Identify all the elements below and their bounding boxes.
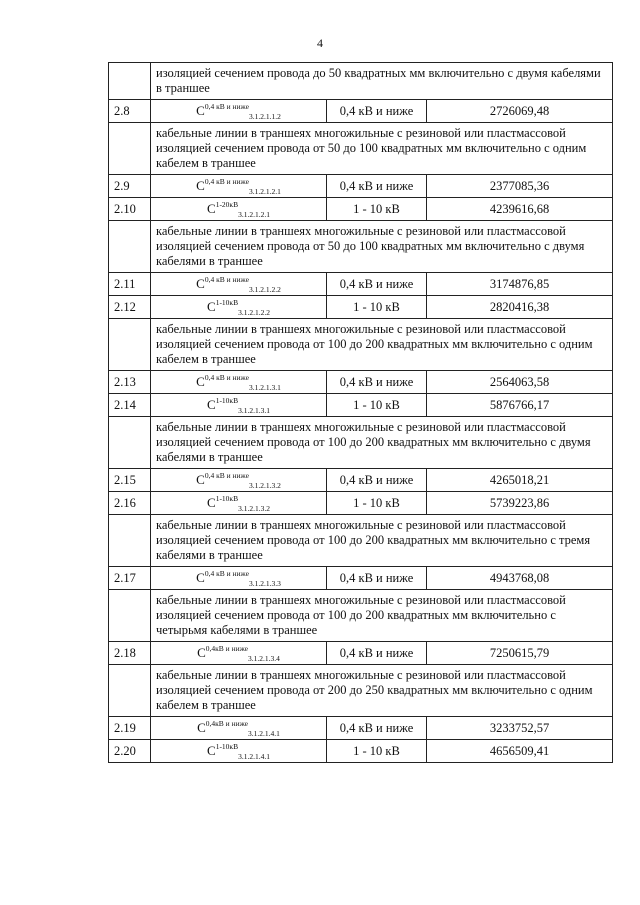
rate-symbol: C <box>196 569 205 585</box>
voltage-level: 1 - 10 кВ <box>327 296 427 319</box>
page-number: 4 <box>317 36 323 50</box>
rate-subscript: 3.1.2.1.4.1 <box>238 751 270 761</box>
rate-code <box>151 717 327 740</box>
voltage-level: 0,4 кВ и ниже <box>327 717 427 740</box>
tariff-row <box>109 567 613 590</box>
rate-superscript: 0,4 кВ и ниже <box>204 101 249 111</box>
rate-code <box>151 567 327 590</box>
row-number: 2.15 <box>109 469 151 492</box>
rate-value: 5739223,86 <box>427 492 613 515</box>
description-text: кабельные линии в траншеях многожильные с резиновой или пластмассовой изоляцией сечением провода от 100 до 200 квадратных мм включительно с одним кабелем в траншее <box>151 319 613 371</box>
rate-symbol: C <box>196 102 205 118</box>
rate-superscript: 0,4 кВ и ниже <box>204 568 249 578</box>
description-row <box>109 319 613 371</box>
rate-superscript: 0,4 кВ и ниже <box>204 470 249 480</box>
row-number: 2.14 <box>109 394 151 417</box>
rate-value: 5876766,17 <box>427 394 613 417</box>
rate-subscript: 3.1.2.1.3.1 <box>248 382 281 392</box>
tariff-row <box>109 394 613 417</box>
rate-symbol: C <box>207 298 216 314</box>
description-text: кабельные линии в траншеях многожильные с резиновой или пластмассовой изоляцией сечением провода от 100 до 200 квадратных мм включительно с тремя кабелями в траншее <box>151 515 613 567</box>
voltage-level: 0,4 кВ и ниже <box>327 567 427 590</box>
description-row <box>109 123 613 175</box>
empty-number-cell <box>109 515 151 567</box>
rate-value: 2564063,58 <box>427 371 613 394</box>
rate-code <box>151 198 327 221</box>
rate-symbol: C <box>196 471 205 487</box>
rate-superscript: 1-20кВ <box>215 199 239 209</box>
empty-number-cell <box>109 665 151 717</box>
empty-number-cell <box>109 123 151 175</box>
rate-symbol: C <box>196 275 205 291</box>
tariff-table <box>108 62 613 763</box>
rate-value: 4239616,68 <box>427 198 613 221</box>
rate-subscript: 3.1.2.1.2.1 <box>238 209 270 219</box>
rate-superscript: 0,4 кВ и ниже <box>204 176 249 186</box>
row-number: 2.20 <box>109 740 151 763</box>
row-number: 2.8 <box>109 100 151 123</box>
row-number: 2.19 <box>109 717 151 740</box>
rate-subscript: 3.1.2.1.3.1 <box>238 405 270 415</box>
tariff-row <box>109 740 613 763</box>
rate-code <box>151 100 327 123</box>
description-text: кабельные линии в траншеях многожильные с резиновой или пластмассовой изоляцией сечением провода от 200 до 250 квадратных мм включительно с одним кабелем в траншее <box>151 665 613 717</box>
description-row <box>109 665 613 717</box>
row-number: 2.11 <box>109 273 151 296</box>
rate-value: 2377085,36 <box>427 175 613 198</box>
voltage-level: 1 - 10 кВ <box>327 740 427 763</box>
rate-subscript: 3.1.2.1.1.2 <box>248 111 281 121</box>
row-number: 2.9 <box>109 175 151 198</box>
rate-code <box>151 371 327 394</box>
empty-number-cell <box>109 319 151 371</box>
rate-subscript: 3.1.2.1.2.2 <box>238 307 270 317</box>
row-number: 2.13 <box>109 371 151 394</box>
voltage-level: 1 - 10 кВ <box>327 198 427 221</box>
rate-superscript: 1-10кВ <box>215 395 239 405</box>
rate-subscript: 3.1.2.1.3.2 <box>238 503 270 513</box>
description-row <box>109 590 613 642</box>
rate-code <box>151 394 327 417</box>
rate-symbol: C <box>207 396 216 412</box>
description-text: кабельные линии в траншеях многожильные с резиновой или пластмассовой изоляцией сечением провода от 50 до 100 квадратных мм включительно с одним кабелем в траншее <box>151 123 613 175</box>
row-number: 2.12 <box>109 296 151 319</box>
voltage-level: 0,4 кВ и ниже <box>327 371 427 394</box>
row-number: 2.17 <box>109 567 151 590</box>
rate-superscript: 0,4кВ и ниже <box>205 718 249 728</box>
description-text: кабельные линии в траншеях многожильные с резиновой или пластмассовой изоляцией сечением провода от 100 до 200 квадратных мм включительно с четырьмя кабелями в траншее <box>151 590 613 642</box>
rate-superscript: 0,4 кВ и ниже <box>204 372 249 382</box>
rate-value: 7250615,79 <box>427 642 613 665</box>
description-text: изоляцией сечением провода до 50 квадратных мм включительно с двумя кабелями в траншее <box>151 63 613 100</box>
rate-superscript: 0,4 кВ и ниже <box>204 274 249 284</box>
tariff-row <box>109 469 613 492</box>
rate-code <box>151 740 327 763</box>
rate-symbol: C <box>207 742 216 758</box>
empty-number-cell <box>109 221 151 273</box>
rate-symbol: C <box>207 200 216 216</box>
tariff-row <box>109 273 613 296</box>
rate-value: 2820416,38 <box>427 296 613 319</box>
rate-subscript: 3.1.2.1.2.2 <box>248 284 281 294</box>
rate-superscript: 1-10кВ <box>215 741 239 751</box>
rate-code <box>151 642 327 665</box>
tariff-row <box>109 175 613 198</box>
tariff-row <box>109 100 613 123</box>
voltage-level: 0,4 кВ и ниже <box>327 642 427 665</box>
voltage-level: 0,4 кВ и ниже <box>327 100 427 123</box>
description-text: кабельные линии в траншеях многожильные с резиновой или пластмассовой изоляцией сечением провода от 100 до 200 квадратных мм включительно с двумя кабелями в траншее <box>151 417 613 469</box>
rate-subscript: 3.1.2.1.4.1 <box>248 728 280 738</box>
voltage-level: 0,4 кВ и ниже <box>327 273 427 296</box>
tariff-row <box>109 296 613 319</box>
voltage-level: 0,4 кВ и ниже <box>327 175 427 198</box>
rate-symbol: C <box>207 494 216 510</box>
rate-code <box>151 175 327 198</box>
row-number: 2.18 <box>109 642 151 665</box>
rate-superscript: 1-10кВ <box>215 493 239 503</box>
rate-value: 4656509,41 <box>427 740 613 763</box>
rate-code <box>151 469 327 492</box>
empty-number-cell <box>109 590 151 642</box>
rate-value: 2726069,48 <box>427 100 613 123</box>
rate-superscript: 0,4кВ и ниже <box>205 643 249 653</box>
rate-symbol: C <box>197 719 206 735</box>
rate-value: 4943768,08 <box>427 567 613 590</box>
description-row <box>109 417 613 469</box>
row-number: 2.16 <box>109 492 151 515</box>
description-text: кабельные линии в траншеях многожильные с резиновой или пластмассовой изоляцией сечением провода от 50 до 100 квадратных мм включительно с двумя кабелями в траншее <box>151 221 613 273</box>
rate-code <box>151 492 327 515</box>
rate-code <box>151 273 327 296</box>
voltage-level: 0,4 кВ и ниже <box>327 469 427 492</box>
empty-number-cell <box>109 417 151 469</box>
rate-subscript: 3.1.2.1.3.3 <box>248 578 281 588</box>
tariff-row <box>109 492 613 515</box>
empty-number-cell <box>109 63 151 100</box>
rate-symbol: C <box>197 644 206 660</box>
rate-symbol: C <box>196 177 205 193</box>
rate-symbol: C <box>196 373 205 389</box>
tariff-row <box>109 198 613 221</box>
rate-value: 3174876,85 <box>427 273 613 296</box>
rate-value: 4265018,21 <box>427 469 613 492</box>
voltage-level: 1 - 10 кВ <box>327 394 427 417</box>
tariff-table-body <box>109 63 613 763</box>
description-row <box>109 515 613 567</box>
description-row <box>109 221 613 273</box>
row-number: 2.10 <box>109 198 151 221</box>
rate-subscript: 3.1.2.1.3.2 <box>248 480 281 490</box>
tariff-row <box>109 717 613 740</box>
tariff-row <box>109 371 613 394</box>
rate-subscript: 3.1.2.1.3.4 <box>248 653 280 663</box>
rate-value: 3233752,57 <box>427 717 613 740</box>
rate-subscript: 3.1.2.1.2.1 <box>248 186 281 196</box>
voltage-level: 1 - 10 кВ <box>327 492 427 515</box>
description-row <box>109 63 613 100</box>
tariff-row <box>109 642 613 665</box>
rate-superscript: 1-10кВ <box>215 297 239 307</box>
rate-code <box>151 296 327 319</box>
